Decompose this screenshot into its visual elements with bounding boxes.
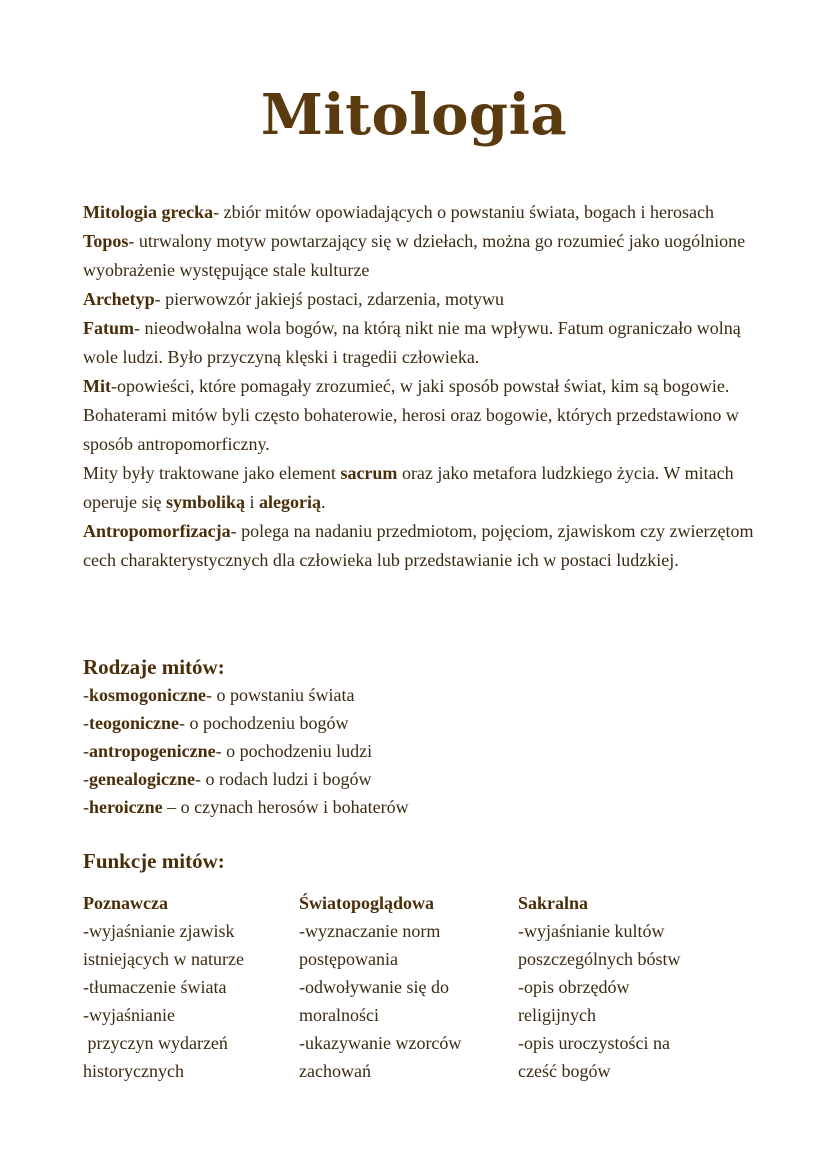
term: Antropomorfizacja (83, 521, 231, 541)
myth-types-section (83, 653, 763, 821)
definition-mit (83, 372, 763, 459)
function-column-sakralna (518, 889, 728, 1085)
column-line: -ukazywanie wzorców (299, 1033, 462, 1053)
note-text: i (245, 492, 260, 512)
definition-text: - utrwalony motyw powtarzający się w dziełach, można go rozumieć jako uogólnione wyobrażenie występujące stale kulturze (83, 231, 746, 280)
column-line: cześć bogów (518, 1061, 611, 1081)
list-item (83, 709, 763, 737)
note-text: oraz jako metafora ludzkiego życia. W mitach operuje się (83, 463, 734, 512)
term: teogoniczne (89, 713, 179, 733)
column-line: -opis obrzędów (518, 977, 630, 997)
section-heading: Rodzaje mitów: (83, 655, 225, 679)
dash: - (83, 685, 89, 705)
term: heroiczne (89, 797, 163, 817)
column-line: moralności (299, 1005, 379, 1025)
item-text: - o pochodzeniu ludzi (215, 741, 373, 761)
definition-archetyp (83, 285, 763, 314)
term: Archetyp (83, 289, 155, 309)
column-line: zachowań (299, 1061, 371, 1081)
column-line: -wyjaśnianie (83, 1005, 175, 1025)
item-text: - o pochodzeniu bogów (178, 713, 349, 733)
note-text: . (321, 492, 326, 512)
column-line: -wyznaczanie norm (299, 921, 441, 941)
term: antropogeniczne (89, 741, 216, 761)
keyword-symbolika: symboliką (165, 492, 245, 512)
list-item (83, 737, 763, 765)
dash: - (83, 713, 89, 733)
definition-text: - polega na nadaniu przedmiotom, pojęciom, zjawiskom czy zwierzętom cech charakterystycznych dla człowieka lub przedstawianie ich w postaci ludzkiej. (83, 521, 754, 570)
column-heading: Światopoglądowa (299, 893, 435, 913)
column-line: historycznych (83, 1061, 184, 1081)
column-line: -tłumaczenie świata (83, 977, 227, 997)
term: Mitologia grecka (83, 202, 214, 222)
definition-fatum (83, 314, 763, 372)
definition-mitologia (83, 198, 763, 227)
term: Fatum (83, 318, 134, 338)
definition-text: - pierwowzór jakiejś postaci, zdarzenia, motywu (154, 289, 505, 309)
term: genealogiczne (89, 769, 195, 789)
definition-antropomorfizacja (83, 517, 763, 575)
item-text: - o rodach ludzi i bogów (194, 769, 372, 789)
definitions-section (83, 198, 763, 575)
definition-text: - nieodwołalna wola bogów, na którą nikt nie ma wpływu. Fatum ograniczało wolną wole ludzi. Było przyczyną klęski i tragedii człowieka. (83, 318, 741, 367)
column-line: przyczyn wydarzeń (83, 1033, 228, 1053)
term: kosmogoniczne (89, 685, 206, 705)
column-heading: Sakralna (518, 893, 589, 913)
dash: - (83, 769, 89, 789)
keyword-sacrum: sacrum (340, 463, 398, 483)
column-line: -opis uroczystości na (518, 1033, 670, 1053)
note-text: Mity były traktowane jako element (83, 463, 341, 483)
function-column-poznawcza (83, 889, 293, 1085)
column-line: -odwoływanie się do (299, 977, 449, 997)
item-text: – o czynach herosów i bohaterów (162, 797, 409, 817)
functions-columns (83, 889, 763, 1089)
term: Mit (83, 376, 111, 396)
column-line: istniejących w naturze (83, 949, 244, 969)
definition-topos (83, 227, 763, 285)
definition-text: -opowieści, które pomagały zrozumieć, w jaki sposób powstał świat, kim są bogowie. Bohaterami mitów byli często bohaterowie, herosi oraz bogowie, których przedstawiono w sposób antropomorficzny. (83, 376, 739, 454)
list-item (83, 793, 763, 821)
function-column-swiatopogladowa (299, 889, 509, 1085)
term: Topos (83, 231, 129, 251)
column-line: -wyjaśnianie zjawisk (83, 921, 235, 941)
myth-functions-section (83, 847, 763, 1089)
myths-note (83, 459, 763, 517)
column-line: religijnych (518, 1005, 596, 1025)
section-heading: Funkcje mitów: (83, 849, 225, 873)
column-line: poszczególnych bóstw (518, 949, 681, 969)
column-line: postępowania (299, 949, 398, 969)
dash: - (83, 741, 89, 761)
item-text: - o powstaniu świata (206, 685, 355, 705)
column-line: -wyjaśnianie kultów (518, 921, 665, 941)
list-item (83, 681, 763, 709)
list-item (83, 765, 763, 793)
dash: - (83, 797, 89, 817)
page-title: Mitologia (260, 82, 568, 148)
column-heading: Poznawcza (83, 893, 168, 913)
definition-text: - zbiór mitów opowiadających o powstaniu świata, bogach i herosach (213, 202, 714, 222)
keyword-alegoria: alegorią (259, 492, 321, 512)
